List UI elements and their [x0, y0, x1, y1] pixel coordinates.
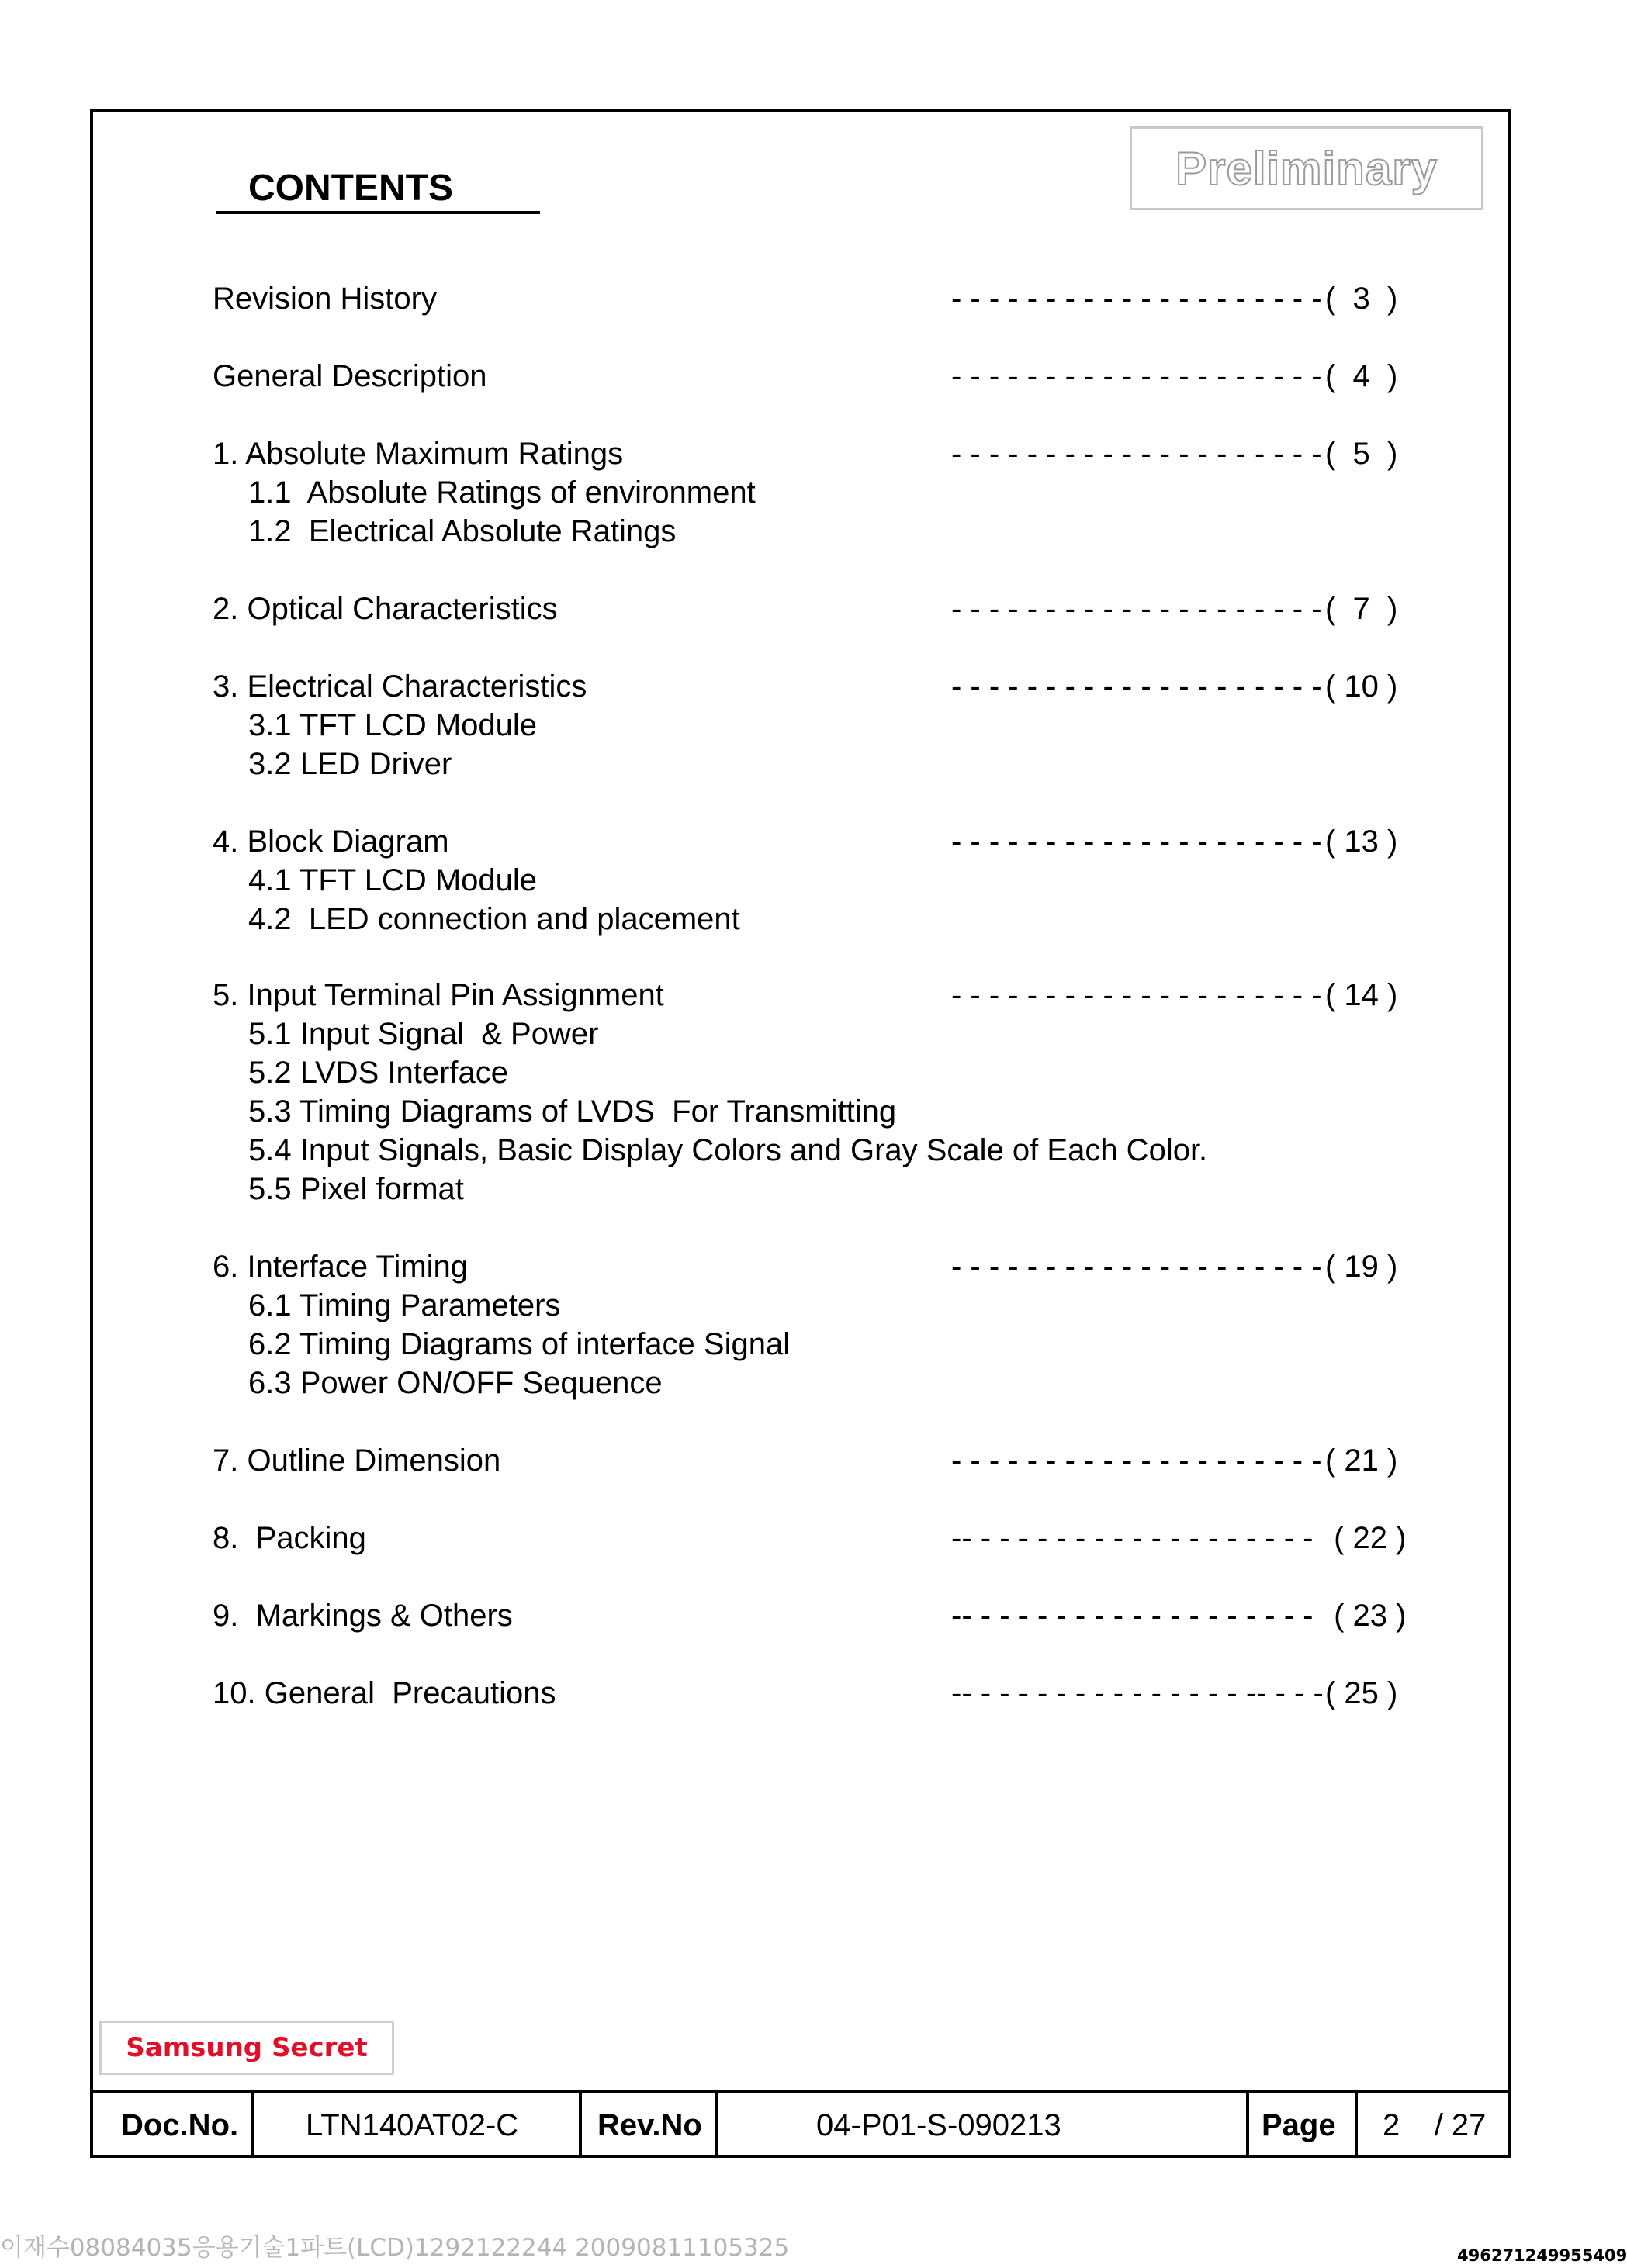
toc-leader: - - - - - - - - - - - - - - - - - - - -: [951, 1443, 1322, 1478]
toc-entry[interactable]: [213, 822, 1415, 861]
toc-leader: - - - - - - - - - - - - - - - - - - - -: [951, 1250, 1322, 1284]
toc-subentry[interactable]: 3.1 TFT LCD Module: [248, 708, 538, 742]
toc-subentry[interactable]: 4.1 TFT LCD Module: [248, 863, 538, 897]
toc-page-number: ( 23 ): [1325, 1599, 1407, 1633]
toc-entry[interactable]: [213, 667, 1415, 706]
toc-page-number: ( 14 ): [1325, 978, 1398, 1012]
toc-subentry[interactable]: 1.2 Electrical Absolute Ratings: [248, 514, 677, 548]
toc-page-number: ( 7 ): [1325, 592, 1398, 626]
toc-leader: - - - - - - - - - - - - - - - - - - - -: [951, 437, 1322, 471]
toc-page-number: ( 4 ): [1325, 359, 1398, 393]
toc-entry[interactable]: [213, 1247, 1415, 1286]
toc-subentry[interactable]: 6.3 Power ON/OFF Sequence: [248, 1366, 663, 1400]
samsung-secret-badge: Samsung Secret: [99, 2021, 394, 2075]
toc-subentry[interactable]: 6.2 Timing Diagrams of interface Signal: [248, 1327, 791, 1361]
toc-subentry[interactable]: 5.3 Timing Diagrams of LVDS For Transmitting: [248, 1094, 897, 1129]
toc-leader: - - - - - - - - - - - - - - - - - - - -: [951, 669, 1322, 704]
toc-leader: -- - - - - - - - - - - - - - - - - - -: [951, 1521, 1314, 1555]
toc-page-number: ( 25 ): [1325, 1676, 1398, 1710]
document-footer: [90, 2090, 1511, 2158]
page-title: CONTENTS: [248, 168, 453, 209]
document-id-stamp: 496271249955409: [1457, 2246, 1627, 2265]
toc-entry[interactable]: [213, 1674, 1415, 1713]
footer-divider: [1246, 2093, 1249, 2158]
doc-no-label: Doc.No.: [121, 2107, 239, 2142]
toc-leader: -- - - - - - - - - - - - - - - - - - -: [951, 1599, 1314, 1633]
footer-divider: [1355, 2093, 1358, 2158]
toc-entry-label: 5. Input Terminal Pin Assignment: [213, 978, 664, 1012]
rev-no-label: Rev.No: [597, 2107, 702, 2142]
toc-entry-label: Revision History: [213, 282, 437, 316]
rev-no-value: 04-P01-S-090213: [816, 2107, 1061, 2142]
toc-entry[interactable]: [213, 1596, 1415, 1635]
toc-page-number: ( 3 ): [1325, 282, 1398, 316]
toc-leader: -- - - - - - - - - - - - - - - -- - - -: [951, 1676, 1324, 1710]
toc-entry[interactable]: [213, 434, 1415, 473]
toc-page-number: ( 22 ): [1325, 1521, 1407, 1555]
footer-divider: [715, 2093, 718, 2158]
download-stamp: 이재수08084035응용기술1파트(LCD)1292122244 20090811105325: [0, 2234, 790, 2262]
toc-entry[interactable]: [213, 1519, 1415, 1558]
page-label: Page: [1262, 2107, 1336, 2142]
toc-entry-label: 2. Optical Characteristics: [213, 592, 558, 626]
toc-page-number: ( 21 ): [1325, 1443, 1398, 1478]
toc-page-number: ( 10 ): [1325, 669, 1398, 704]
toc-entry-label: 7. Outline Dimension: [213, 1443, 501, 1478]
toc-entry[interactable]: [213, 357, 1415, 396]
toc-entry-label: 1. Absolute Maximum Ratings: [213, 437, 624, 471]
toc-entry[interactable]: [213, 976, 1415, 1015]
preliminary-watermark: Preliminary: [1130, 126, 1483, 210]
page-value: 2 / 27: [1383, 2107, 1487, 2142]
toc-entry-label: 6. Interface Timing: [213, 1250, 469, 1284]
toc-leader: - - - - - - - - - - - - - - - - - - - -: [951, 359, 1322, 393]
toc-subentry[interactable]: 5.4 Input Signals, Basic Display Colors and Gray Scale of Each Color.: [248, 1133, 1208, 1167]
toc-subentry[interactable]: 3.2 LED Driver: [248, 747, 452, 781]
toc-entry[interactable]: [213, 1441, 1415, 1480]
toc-subentry[interactable]: 1.1 Absolute Ratings of environment: [248, 475, 756, 510]
footer-divider: [251, 2093, 254, 2158]
toc-page-number: ( 19 ): [1325, 1250, 1398, 1284]
toc-page-number: ( 13 ): [1325, 825, 1398, 859]
toc-subentry[interactable]: 5.1 Input Signal & Power: [248, 1017, 599, 1051]
toc-leader: - - - - - - - - - - - - - - - - - - - -: [951, 592, 1322, 626]
toc-subentry[interactable]: 5.2 LVDS Interface: [248, 1056, 508, 1090]
toc-entry-label: 4. Block Diagram: [213, 825, 449, 859]
toc-entry-label: 3. Electrical Characteristics: [213, 669, 587, 704]
toc-entry-label: General Description: [213, 359, 487, 393]
toc-leader: - - - - - - - - - - - - - - - - - - - -: [951, 825, 1322, 859]
title-underline: [216, 211, 540, 214]
footer-divider: [579, 2093, 582, 2158]
doc-no-value: LTN140AT02-C: [306, 2107, 519, 2142]
toc-page-number: ( 5 ): [1325, 437, 1398, 471]
toc-subentry[interactable]: 4.2 LED connection and placement: [248, 902, 740, 936]
toc-subentry[interactable]: 5.5 Pixel format: [248, 1172, 464, 1206]
toc-entry-label: 10. General Precautions: [213, 1676, 556, 1710]
toc-leader: - - - - - - - - - - - - - - - - - - - -: [951, 978, 1322, 1012]
toc-entry[interactable]: [213, 589, 1415, 628]
toc-entry[interactable]: [213, 279, 1415, 318]
toc-subentry[interactable]: 6.1 Timing Parameters: [248, 1288, 561, 1322]
toc-leader: - - - - - - - - - - - - - - - - - - - -: [951, 282, 1322, 316]
toc-entry-label: 9. Markings & Others: [213, 1599, 513, 1633]
toc-entry-label: 8. Packing: [213, 1521, 366, 1555]
